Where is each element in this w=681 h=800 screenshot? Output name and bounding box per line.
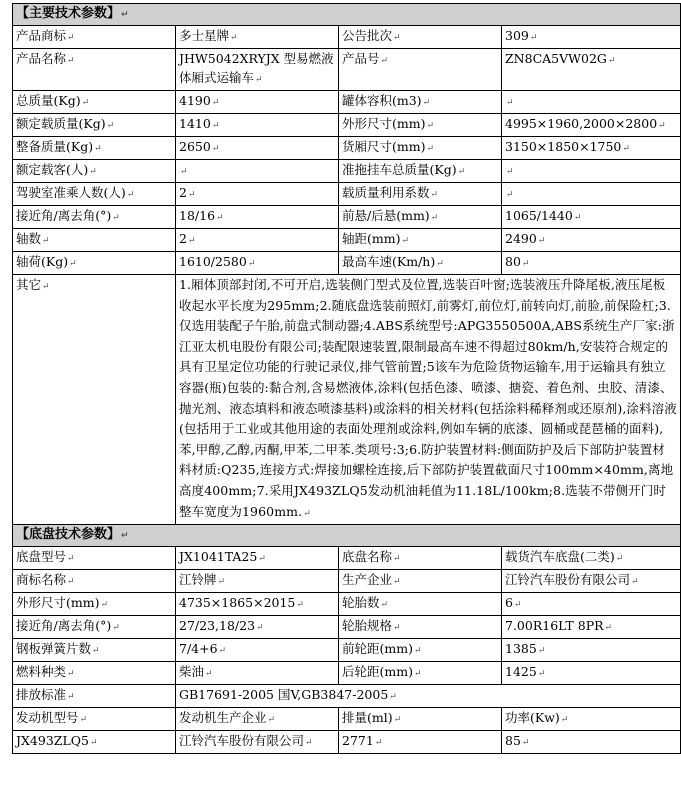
param-label: 接近角/离去角(°) bbox=[16, 208, 112, 223]
paragraph-mark-icon bbox=[393, 554, 401, 564]
paragraph-mark-icon bbox=[100, 600, 108, 610]
paragraph-mark-icon bbox=[303, 509, 311, 519]
paragraph-mark-icon bbox=[219, 646, 227, 656]
param-label: 准拖挂车总质量(Kg) bbox=[342, 162, 457, 177]
cell-label bbox=[13, 114, 176, 137]
param-value: 1385 bbox=[505, 641, 537, 657]
param-label: 生产企业 bbox=[342, 572, 393, 588]
param-label: 产品名称 bbox=[16, 51, 67, 66]
paragraph-mark-icon bbox=[393, 623, 401, 633]
cell-value bbox=[502, 49, 681, 91]
param-value: 多士星牌 bbox=[179, 28, 230, 43]
paragraph-mark-icon bbox=[561, 715, 569, 725]
paragraph-mark-icon bbox=[67, 577, 75, 587]
param-label: 产品号 bbox=[342, 51, 380, 66]
engine-model: JX493ZLQ5 bbox=[16, 733, 89, 749]
param-label: 整备质量(Kg) bbox=[16, 139, 94, 154]
param-label: 驾驶室准乘人数(人) bbox=[16, 185, 126, 200]
table-row bbox=[13, 137, 681, 160]
cell-label bbox=[339, 160, 502, 183]
paragraph-mark-icon bbox=[212, 144, 220, 154]
cell-label bbox=[13, 547, 176, 570]
table-row bbox=[13, 114, 681, 137]
param-label: 公告批次 bbox=[342, 28, 393, 43]
param-value: 柴油 bbox=[179, 664, 205, 680]
param-value: 2490 bbox=[505, 231, 537, 246]
paragraph-mark-icon bbox=[255, 75, 263, 85]
table-row bbox=[13, 160, 681, 183]
cell-label bbox=[339, 639, 502, 662]
paragraph-mark-icon bbox=[67, 56, 75, 66]
paragraph-mark-icon bbox=[230, 33, 238, 43]
param-label: 底盘型号 bbox=[16, 549, 67, 565]
param-value: 309 bbox=[505, 28, 529, 43]
table-row-other bbox=[13, 275, 681, 525]
displacement: 2771 bbox=[342, 733, 374, 749]
cell-label bbox=[339, 137, 502, 160]
table-row bbox=[13, 593, 681, 616]
paragraph-mark-icon bbox=[423, 98, 431, 108]
cell-value bbox=[176, 639, 339, 662]
paragraph-mark-icon bbox=[375, 738, 383, 748]
paragraph-mark-icon bbox=[381, 600, 389, 610]
emission-label: 排放标准 bbox=[16, 687, 67, 703]
power: 85 bbox=[505, 733, 521, 749]
main-params-body bbox=[13, 4, 681, 275]
cell-value bbox=[176, 114, 339, 137]
cell-label bbox=[339, 206, 502, 229]
table-row bbox=[13, 206, 681, 229]
param-value: 载货汽车底盘(二类) bbox=[505, 549, 615, 565]
paragraph-mark-icon bbox=[112, 623, 120, 633]
paragraph-mark-icon bbox=[574, 213, 582, 223]
paragraph-mark-icon bbox=[212, 98, 220, 108]
paragraph-mark-icon bbox=[522, 259, 530, 269]
paragraph-mark-icon bbox=[216, 213, 224, 223]
param-label: 钢板弹簧片数 bbox=[16, 641, 92, 657]
paragraph-mark-icon bbox=[522, 738, 530, 748]
table-row bbox=[13, 662, 681, 685]
cell-value bbox=[176, 229, 339, 252]
paragraph-mark-icon bbox=[127, 190, 135, 200]
section-title-text: 【底盘技术参数】 bbox=[16, 527, 121, 543]
cell-label bbox=[339, 662, 502, 685]
power-header: 功率(Kw) bbox=[505, 710, 560, 726]
spec-sheet bbox=[12, 3, 680, 754]
paragraph-mark-icon bbox=[94, 144, 102, 154]
paragraph-mark-icon bbox=[67, 669, 75, 679]
cell-value bbox=[176, 616, 339, 639]
cell-value bbox=[176, 206, 339, 229]
paragraph-mark-icon bbox=[180, 167, 188, 177]
param-value: 江铃牌 bbox=[179, 572, 217, 588]
section-title-text: 【主要技术参数】 bbox=[16, 6, 121, 21]
cell-value bbox=[502, 570, 681, 593]
param-label: 罐体容积(m3) bbox=[342, 93, 422, 108]
paragraph-mark-icon bbox=[256, 623, 264, 633]
param-value: JHW5042XRYJX 型易燃液体厢式运输车 bbox=[179, 51, 334, 85]
cell-label bbox=[13, 229, 176, 252]
cell-value bbox=[176, 183, 339, 206]
cell-value bbox=[13, 731, 176, 754]
paragraph-mark-icon bbox=[414, 669, 422, 679]
param-value: 6 bbox=[505, 595, 513, 611]
param-label: 产品商标 bbox=[16, 28, 67, 43]
cell-value bbox=[176, 91, 339, 114]
paragraph-mark-icon bbox=[431, 213, 439, 223]
table-row bbox=[13, 639, 681, 662]
param-label: 燃料种类 bbox=[16, 664, 67, 680]
paragraph-mark-icon bbox=[82, 98, 90, 108]
param-value: 1610/2580 bbox=[179, 254, 247, 269]
chassis-params-body bbox=[13, 525, 681, 685]
param-value: 江铃汽车股份有限公司 bbox=[505, 572, 631, 588]
param-value: 3150×1850×1750 bbox=[505, 139, 622, 154]
cell-label bbox=[339, 183, 502, 206]
cell-label bbox=[13, 570, 176, 593]
cell-value bbox=[502, 252, 681, 275]
param-label: 载质量利用系数 bbox=[342, 185, 430, 200]
section-title bbox=[13, 525, 681, 547]
paragraph-mark-icon bbox=[258, 554, 266, 564]
cell-value bbox=[176, 26, 339, 49]
param-value: 2 bbox=[179, 231, 187, 246]
param-value: ZN8CA5VW02G bbox=[505, 51, 607, 66]
param-label: 额定载客(人) bbox=[16, 162, 89, 177]
cell-label bbox=[13, 593, 176, 616]
table-row bbox=[13, 570, 681, 593]
param-value: 18/16 bbox=[179, 208, 216, 223]
cell-label bbox=[339, 593, 502, 616]
paragraph-mark-icon bbox=[69, 259, 77, 269]
section-header-chassis bbox=[13, 525, 681, 547]
paragraph-mark-icon bbox=[394, 715, 402, 725]
param-value: 2 bbox=[179, 185, 187, 200]
other-text: 1.厢体顶部封闭,不可开启,选装侧门型式及位置,选装百叶窗;选装液压升降尾板,液压尾板收起水平长度为295mm;2.随底盘选装前照灯,前雾灯,前位灯,前转向灯,前脸,前保险杠;3.仅选用装配子午胎,前盘式制动器;4.ABS系统型号:APG3550500A,ABS系统生产厂家:浙江亚太机电股份有限公司;装配限速装置,限制最高车速不得超过80km/h,安装符合规定的具有卫星定位功能的行驶记录仪,排气管前置;5该车为危险货物运输车,用于运输具有独立容器(瓶)包装的:黏合剂,含易燃液体,涂料(包括色漆、喷漆、搪瓷、着色剂、虫胶、清漆、抛光剂、液态填料和液态喷漆基料)或涂料的相关材料(包括涂料稀释剂或还原剂),涂料溶液(包括用于工业或其他用途的表面处理剂或涂料,例如车辆的底漆、圆桶或琵琶桶的面料),苯,甲醇,乙醇,丙酮,甲苯,二甲苯.类项号:3;6.防护装置材料:侧面防护及后下部防护装置材料材质:Q235,连接方式:焊接加螺栓连接,后下部防护装置截面尺寸100mm×40mm,离地高度400mm;7.采用JX493ZLQ5发动机油耗值为11.18L/100km;8.选装不带侧开门时整车宽度为1960mm. bbox=[179, 277, 677, 519]
param-value: 1410 bbox=[179, 116, 211, 131]
param-label: 前悬/后悬(mm) bbox=[342, 208, 430, 223]
param-label: 商标名称 bbox=[16, 572, 67, 588]
cell-label bbox=[13, 49, 176, 91]
cell-label bbox=[339, 547, 502, 570]
cell-value bbox=[502, 183, 681, 206]
paragraph-mark-icon bbox=[631, 577, 639, 587]
cell-value bbox=[176, 547, 339, 570]
cell-label bbox=[13, 160, 176, 183]
param-label: 轴距(mm) bbox=[342, 231, 401, 246]
cell-label bbox=[13, 275, 176, 525]
table-row bbox=[13, 183, 681, 206]
param-value: 2650 bbox=[179, 139, 211, 154]
cell-value bbox=[502, 229, 681, 252]
paragraph-mark-icon bbox=[506, 167, 514, 177]
paragraph-mark-icon bbox=[506, 190, 514, 200]
cell-value bbox=[176, 252, 339, 275]
spec-table bbox=[12, 3, 681, 754]
paragraph-mark-icon bbox=[608, 56, 616, 66]
cell-value bbox=[176, 685, 681, 708]
paragraph-mark-icon bbox=[89, 167, 97, 177]
param-value: 7/4+6 bbox=[179, 641, 218, 657]
paragraph-mark-icon bbox=[538, 669, 546, 679]
cell-value bbox=[502, 114, 681, 137]
paragraph-mark-icon bbox=[393, 577, 401, 587]
paragraph-mark-icon bbox=[92, 646, 100, 656]
paragraph-mark-icon bbox=[622, 144, 630, 154]
table-row-engine-header bbox=[13, 708, 681, 731]
cell-label bbox=[339, 570, 502, 593]
engine-body bbox=[13, 685, 681, 754]
paragraph-mark-icon bbox=[218, 577, 226, 587]
param-value: 4995×1960,2000×2800 bbox=[505, 116, 658, 131]
paragraph-mark-icon bbox=[121, 531, 129, 541]
param-value: 1065/1440 bbox=[505, 208, 573, 223]
paragraph-mark-icon bbox=[248, 259, 256, 269]
param-value: 7.00R16LT 8PR bbox=[505, 618, 604, 634]
cell-value bbox=[502, 137, 681, 160]
paragraph-mark-icon bbox=[538, 236, 546, 246]
param-label: 轴荷(Kg) bbox=[16, 254, 69, 269]
cell-label bbox=[339, 114, 502, 137]
param-value: JX1041TA25 bbox=[179, 549, 258, 565]
cell-value bbox=[176, 593, 339, 616]
cell-value bbox=[502, 547, 681, 570]
cell-label bbox=[339, 252, 502, 275]
paragraph-mark-icon bbox=[42, 236, 50, 246]
paragraph-mark-icon bbox=[67, 33, 75, 43]
cell-value bbox=[339, 731, 502, 754]
other-label: 其它 bbox=[16, 277, 42, 292]
paragraph-mark-icon bbox=[389, 692, 397, 702]
table-row-emission bbox=[13, 685, 681, 708]
paragraph-mark-icon bbox=[107, 121, 115, 131]
paragraph-mark-icon bbox=[121, 10, 129, 20]
emission-value: GB17691-2005 国V,GB3847-2005 bbox=[179, 687, 389, 703]
cell-label bbox=[13, 252, 176, 275]
cell-header bbox=[13, 708, 176, 731]
cell-label bbox=[339, 229, 502, 252]
table-row bbox=[13, 49, 681, 91]
paragraph-mark-icon bbox=[67, 692, 75, 702]
engine-maker-header: 发动机生产企业 bbox=[179, 710, 267, 726]
paragraph-mark-icon bbox=[414, 646, 422, 656]
paragraph-mark-icon bbox=[426, 144, 434, 154]
cell-label bbox=[13, 137, 176, 160]
cell-value bbox=[176, 49, 339, 91]
engine-model-header: 发动机型号 bbox=[16, 710, 79, 726]
paragraph-mark-icon bbox=[305, 738, 313, 748]
section-header-main bbox=[13, 4, 681, 26]
paragraph-mark-icon bbox=[42, 282, 50, 292]
paragraph-mark-icon bbox=[67, 554, 75, 564]
paragraph-mark-icon bbox=[431, 190, 439, 200]
cell-header bbox=[502, 708, 681, 731]
cell-value bbox=[502, 91, 681, 114]
param-value: 27/23,18/23 bbox=[179, 618, 256, 634]
table-row bbox=[13, 91, 681, 114]
param-value: 4735×1865×2015 bbox=[179, 595, 296, 611]
paragraph-mark-icon bbox=[393, 33, 401, 43]
paragraph-mark-icon bbox=[658, 121, 666, 131]
paragraph-mark-icon bbox=[514, 600, 522, 610]
section-title bbox=[13, 4, 681, 26]
cell-value bbox=[502, 26, 681, 49]
paragraph-mark-icon bbox=[90, 738, 98, 748]
cell-label bbox=[339, 26, 502, 49]
cell-value bbox=[502, 206, 681, 229]
param-label: 轴数 bbox=[16, 231, 42, 246]
cell-value bbox=[176, 160, 339, 183]
param-label: 最高车速(Km/h) bbox=[342, 254, 436, 269]
cell-label bbox=[13, 685, 176, 708]
paragraph-mark-icon bbox=[401, 236, 409, 246]
cell-label bbox=[13, 91, 176, 114]
param-label: 额定载质量(Kg) bbox=[16, 116, 106, 131]
cell-value bbox=[502, 639, 681, 662]
paragraph-mark-icon bbox=[538, 646, 546, 656]
table-row bbox=[13, 616, 681, 639]
param-label: 总质量(Kg) bbox=[16, 93, 81, 108]
table-row bbox=[13, 252, 681, 275]
paragraph-mark-icon bbox=[458, 167, 466, 177]
param-label: 后轮距(mm) bbox=[342, 664, 413, 680]
param-label: 外形尺寸(mm) bbox=[342, 116, 426, 131]
paragraph-mark-icon bbox=[188, 190, 196, 200]
paragraph-mark-icon bbox=[212, 121, 220, 131]
cell-value bbox=[176, 662, 339, 685]
paragraph-mark-icon bbox=[616, 554, 624, 564]
paragraph-mark-icon bbox=[506, 98, 514, 108]
cell-label bbox=[13, 616, 176, 639]
param-label: 接近角/离去角(°) bbox=[16, 618, 112, 634]
cell-value bbox=[502, 593, 681, 616]
paragraph-mark-icon bbox=[436, 259, 444, 269]
displacement-header: 排量(ml) bbox=[342, 710, 393, 726]
paragraph-mark-icon bbox=[530, 33, 538, 43]
cell-value bbox=[502, 662, 681, 685]
cell-value bbox=[502, 616, 681, 639]
cell-label bbox=[339, 49, 502, 91]
param-label: 轮胎规格 bbox=[342, 618, 393, 634]
table-row bbox=[13, 547, 681, 570]
paragraph-mark-icon bbox=[80, 715, 88, 725]
paragraph-mark-icon bbox=[296, 600, 304, 610]
paragraph-mark-icon bbox=[426, 121, 434, 131]
param-label: 底盘名称 bbox=[342, 549, 393, 565]
param-value: 80 bbox=[505, 254, 521, 269]
cell-value bbox=[502, 160, 681, 183]
table-row bbox=[13, 26, 681, 49]
paragraph-mark-icon bbox=[605, 623, 613, 633]
cell-label bbox=[339, 91, 502, 114]
paragraph-mark-icon bbox=[381, 56, 389, 66]
paragraph-mark-icon bbox=[205, 669, 213, 679]
cell-label bbox=[13, 206, 176, 229]
cell-label bbox=[339, 616, 502, 639]
cell-header bbox=[339, 708, 502, 731]
param-label: 轮胎数 bbox=[342, 595, 380, 611]
param-label: 货厢尺寸(mm) bbox=[342, 139, 426, 154]
param-value: 1425 bbox=[505, 664, 537, 680]
table-row bbox=[13, 229, 681, 252]
cell-other-text bbox=[176, 275, 681, 525]
cell-value bbox=[176, 570, 339, 593]
cell-label bbox=[13, 26, 176, 49]
cell-value bbox=[176, 731, 339, 754]
table-row-engine bbox=[13, 731, 681, 754]
engine-maker: 江铃汽车股份有限公司 bbox=[179, 733, 305, 749]
cell-label bbox=[13, 639, 176, 662]
param-value: 4190 bbox=[179, 93, 211, 108]
cell-label bbox=[13, 183, 176, 206]
paragraph-mark-icon bbox=[188, 236, 196, 246]
cell-header bbox=[176, 708, 339, 731]
cell-label bbox=[13, 662, 176, 685]
paragraph-mark-icon bbox=[268, 715, 276, 725]
cell-value bbox=[176, 137, 339, 160]
param-label: 外形尺寸(mm) bbox=[16, 595, 100, 611]
other-body bbox=[13, 275, 681, 525]
param-label: 前轮距(mm) bbox=[342, 641, 413, 657]
paragraph-mark-icon bbox=[112, 213, 120, 223]
cell-value bbox=[502, 731, 681, 754]
